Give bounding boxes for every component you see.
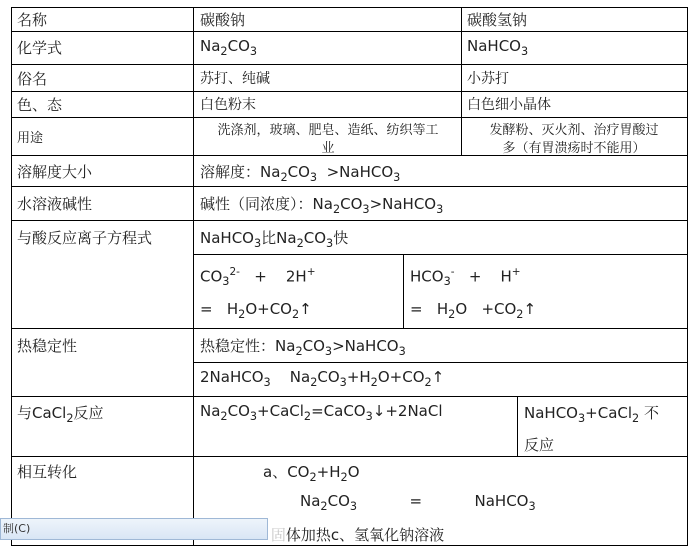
- formula-label: 化学式: [17, 39, 63, 57]
- stability-equation: 2NaHCO$_3$ $Na_2CO_3+H_2O+CO_2↑$: [200, 368, 445, 389]
- stability-value: 热稳定性：$Na_2CO_3>NaHCO_3$: [200, 337, 406, 358]
- solubility-value: 溶解度：$Na_2CO_3$ >NaHCO$_3$: [200, 163, 401, 184]
- table-border-right: [687, 7, 688, 546]
- color-state-label: 色、态: [17, 96, 63, 114]
- formula-nahco3: NaHCO$_3$: [467, 37, 529, 58]
- row-divider: [11, 117, 688, 118]
- header-nahco3: 碳酸氢钠: [467, 11, 528, 29]
- row-divider: [11, 396, 688, 397]
- row-divider: [11, 91, 688, 92]
- acid-eq-nahco3-products: = $H_2O$ $+CO_2↑$: [410, 300, 537, 321]
- color-state-nahco3: 白色细小晶体: [467, 97, 551, 113]
- table-border-top: [11, 7, 688, 8]
- column-divider: [461, 7, 462, 155]
- acid-reaction-label: 与酸反应离子方程式: [17, 229, 153, 247]
- color-state-na2co3: 白色粉末: [200, 97, 256, 113]
- row-divider: [11, 456, 688, 457]
- column-divider: [517, 396, 518, 456]
- row-divider: [193, 362, 688, 363]
- solubility-label: 溶解度大小: [17, 163, 93, 181]
- stability-label: 热稳定性: [17, 337, 78, 355]
- column-divider: [193, 7, 194, 546]
- overlay-popup[interactable]: 制(C): [0, 518, 268, 540]
- acid-reaction-rate: NaHCO$_3$比$Na_2CO_3$快: [200, 229, 349, 250]
- cacl2-label: 与CaCl$_2$反应: [17, 404, 104, 425]
- conversion-condition-b: 固体加热c、氢氧化钠溶液: [270, 526, 445, 544]
- conversion-label: 相互转化: [17, 463, 78, 481]
- uses-na2co3-line2: 业: [321, 141, 335, 156]
- uses-nahco3-line1: 发酵粉、灭火剂、治疗胃酸过: [489, 123, 659, 138]
- cacl2-nahco3-line2: 反应: [524, 436, 555, 454]
- row-divider: [11, 220, 688, 221]
- common-name-label: 俗名: [17, 70, 48, 88]
- header-na2co3: 碳酸钠: [200, 11, 246, 29]
- formula-na2co3: $Na_2CO_3$: [200, 37, 258, 58]
- cacl2-nahco3-line1: NaHCO$_3$+CaCl$_2$ 不: [524, 404, 659, 425]
- row-divider: [11, 186, 688, 187]
- row-divider: [11, 64, 688, 65]
- alkalinity-value: 碱性（同浓度）：$Na_2CO_3>NaHCO_3$: [200, 195, 444, 216]
- uses-label: 用途: [17, 131, 44, 146]
- column-divider: [403, 254, 404, 328]
- table-border-bottom: [11, 545, 688, 546]
- row-divider: [11, 31, 688, 32]
- cacl2-na2co3-equation: $Na_2CO_3+CaCl_2=CaCO_3↓+2NaCl$: [200, 402, 443, 423]
- alkalinity-label: 水溶液碱性: [17, 195, 93, 213]
- row-divider: [193, 254, 688, 255]
- conversion-equation: $Na_2CO_3$ = NaHCO$_3$: [300, 492, 536, 513]
- acid-eq-na2co3-reactants: $CO_3^{2-}$ + 2H+: [200, 266, 316, 289]
- header-name-label: 名称: [17, 11, 48, 29]
- conversion-condition-a: a、$CO_2+H_2O$: [263, 463, 360, 484]
- acid-eq-na2co3-products: = $H_2O+CO_2↑$: [200, 300, 312, 321]
- acid-eq-nahco3-reactants: $HCO_3^-$ + H+: [410, 266, 521, 289]
- common-name-na2co3: 苏打、纯碱: [200, 71, 270, 87]
- uses-nahco3-line2: 多（有胃溃疡时不能用）: [502, 141, 646, 156]
- common-name-nahco3: 小苏打: [467, 71, 509, 87]
- uses-na2co3-line1: 洗涤剂，玻璃、肥皂、造纸、纺织等工: [217, 123, 439, 138]
- table-border-left: [11, 7, 12, 546]
- row-divider: [11, 328, 688, 329]
